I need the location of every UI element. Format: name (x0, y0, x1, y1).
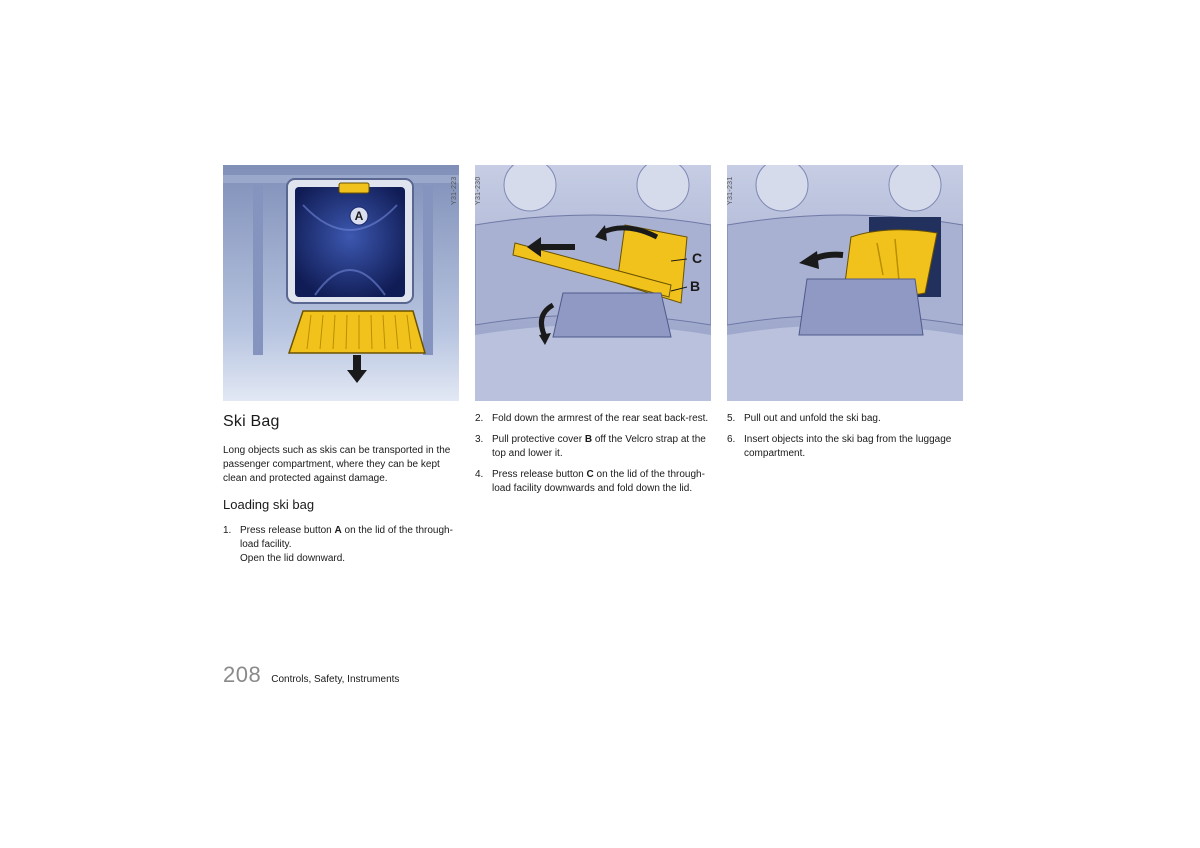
step-text: Pull out and unfold the ski bag. (744, 413, 881, 424)
step-text-part: on the lid of the through-load facility. (240, 525, 453, 550)
step-number: 6. (727, 434, 736, 445)
step-text-part: on the lid of the through-load facility downwards and fold down the lid. (492, 469, 705, 494)
figure-code: Y31-230 (475, 176, 482, 205)
page-number: 208 (223, 662, 262, 687)
intro-paragraph: Long objects such as skis can be transported in the passenger compartment, where they can be kept clean and protected against damage. (223, 445, 451, 484)
step-6 (727, 433, 963, 461)
step-number: 1. (223, 525, 232, 536)
page-footer (223, 662, 399, 688)
step-number: 4. (475, 469, 484, 480)
callout-c: C (691, 250, 703, 266)
step-text-part: Pull protective cover (492, 434, 585, 445)
chapter-name: Controls, Safety, Instruments (271, 674, 400, 685)
step-text: Fold down the armrest of the rear seat back-rest. (492, 413, 709, 424)
column-2 (475, 412, 711, 503)
column-1 (223, 412, 459, 573)
step-text: Insert objects into the ski bag from the luggage compartment. (744, 434, 952, 459)
step-5 (727, 412, 963, 426)
step-1 (223, 524, 459, 566)
illustration-rear-seat-armrest (475, 165, 711, 401)
callout-a: A (354, 209, 364, 223)
step-text-part: off the Velcro strap at the top and lower it. (492, 434, 706, 459)
step-text (492, 468, 711, 496)
step-number: 3. (475, 434, 484, 445)
figure-code: Y31-231 (727, 176, 734, 205)
step-text-line2: Open the lid downward. (240, 553, 346, 564)
subsection-title: Loading ski bag (223, 497, 315, 512)
step-text-part: Press release button (492, 469, 587, 480)
figure-armrest-cover (475, 165, 711, 401)
step-3 (475, 433, 711, 461)
callout-b: B (689, 278, 701, 294)
section-title: Ski Bag (223, 413, 280, 430)
step-2 (475, 412, 711, 426)
column-3 (727, 412, 963, 468)
button-ref-c: C (586, 469, 594, 480)
step-number: 2. (475, 413, 484, 424)
step-4 (475, 468, 711, 496)
step-number: 5. (727, 413, 736, 424)
cover-ref-b: B (584, 434, 593, 445)
illustration-ski-bag-pulled-out (727, 165, 963, 401)
step-text-part: Press release button (240, 525, 335, 536)
step-text (492, 433, 711, 461)
figure-ski-bag-lid (223, 165, 459, 401)
figure-code: Y31-223 (451, 176, 458, 205)
step-text (240, 524, 459, 566)
illustration-through-load-lid (223, 165, 459, 401)
button-ref-a: A (334, 525, 342, 536)
figure-unfold-ski-bag (727, 165, 963, 401)
